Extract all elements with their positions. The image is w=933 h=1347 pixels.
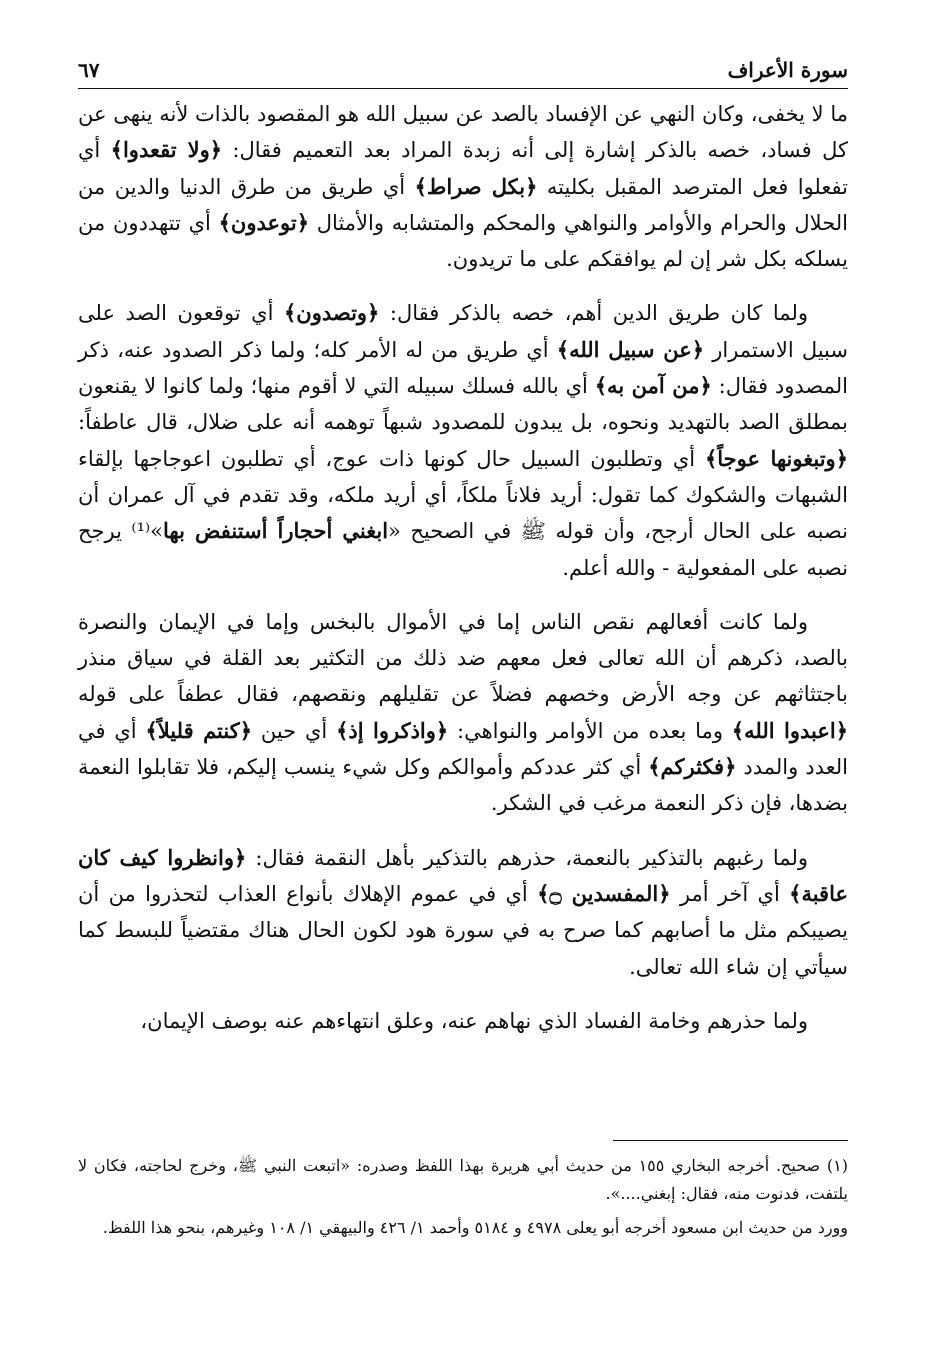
quran-quote: ﴿كنتم قليلاً﴾ bbox=[145, 717, 253, 743]
paragraph bbox=[78, 840, 848, 985]
quran-quote: ﴿وتصدون﴾ bbox=[283, 300, 380, 326]
quran-quote: ﴿عن سبيل الله﴾ bbox=[556, 336, 705, 362]
text-segment: »⁽¹⁾ يرجح نصبه على المفعولية - والله أعلم. bbox=[78, 519, 848, 580]
quran-quote: ابغني أحجاراً أستنفض بها bbox=[163, 518, 389, 544]
text-segment: أي تتهددون من يسلكه بكل شر إن لم يوافقكم على ما تريدون. bbox=[78, 210, 848, 272]
text-segment: أي آخر أمر bbox=[670, 881, 790, 906]
page-number: ٦٧ bbox=[78, 58, 100, 82]
page-header bbox=[78, 58, 848, 86]
text-segment: أي تفعلوا فعل المترصد المقبل بكليته bbox=[78, 138, 848, 199]
text-segment: ولما كانت أفعالهم نقص الناس إما في الأموال بالبخس وإما في الإيمان والنصرة بالصد، ذكرهم أن الله تعالى فعل معهم ضد ذلك من التكثير بعد القلة في سياق منذر باجتثاثهم عن وجه الأرض وخصهم فضلاً عن تقليلهم ونقصهم، فقال عطفاً على قوله bbox=[78, 609, 848, 707]
quran-quote: ﴿فكثركم﴾ bbox=[648, 754, 737, 780]
text-segment: أي توقعون الصد على سبيل الاستمرار bbox=[78, 301, 848, 362]
quran-quote: ﴿المفسدين ۝﴾ bbox=[537, 880, 671, 906]
text-segment: أي حين bbox=[252, 718, 337, 743]
text-segment: وما بعده من الأوامر والنواهي: bbox=[448, 718, 732, 743]
text-segment: أي في عموم الإهلاك بأنواع العذاب لتحذروا من أن يصيبكم مثل ما أصابهم كما صرح به في سورة هود لكون الحال هناك مقتضياً للبسط كما سيأتي إن شاء الله تعالى. bbox=[78, 881, 848, 979]
footnote-1: (١) صحيح. أخرجه البخاري ١٥٥ من حديث أبي هريرة بهذا اللفظ وصدره: «اتبعت النبي ﷺ، وخرج لحاجته، فكان لا يلتفت، فدنوت منه، فقال: إبغني....». bbox=[78, 1156, 848, 1203]
footnote-1-continued: وورد من حديث ابن مسعود أخرجه أبو يعلى ٤٩٧٨ و ٥١٨٤ وأحمد ١/ ٤٢٦ والبيهقي ١/ ١٠٨ وغيرهم، بنحو هذا اللفظ. bbox=[102, 1218, 848, 1237]
quran-quote: ﴿واذكروا إذ﴾ bbox=[336, 717, 449, 743]
quran-quote: ﴿وانظروا كيف كان عاقبة﴾ bbox=[78, 844, 849, 906]
paragraph bbox=[78, 604, 848, 822]
text-segment: أي كثر عددكم وأموالكم وكل شيء ينسب إليكم، فلا تقابلوا النعمة بضدها، فإن ذكر النعمة مرغب في الشكر. bbox=[78, 755, 848, 816]
paragraph bbox=[78, 1003, 848, 1039]
footnotes bbox=[78, 1152, 848, 1248]
text-segment: أي في العدد والمدد bbox=[78, 718, 848, 780]
header-divider bbox=[78, 88, 848, 89]
text-segment: أي وتطلبون السبيل حال كونها ذات عوج، أي تطلبون اعوجاجها بإلقاء الشبهات والشكوك كما تقول: أريد فلاناً ملكاً، أي أريد ملكه، وقد تقدم في آل عمران أن نصبه على الحال أرجح، وأن قوله ﷺ في الصحيح « bbox=[78, 446, 848, 544]
quran-quote: ﴿توعدون﴾ bbox=[218, 209, 310, 235]
text-segment: أي طريق من طرق الدنيا والدين من الحلال والحرام والأوامر والنواهي والمحكم والمتشابه والأمثال bbox=[78, 174, 848, 235]
paragraph bbox=[78, 96, 848, 277]
paragraph bbox=[78, 295, 848, 585]
text-segment: ولما رغبهم بالتذكير بالنعمة، حذرهم بالتذكير بأهل النقمة فقال: bbox=[246, 845, 808, 870]
quran-quote: ﴿بكل صراط﴾ bbox=[414, 173, 538, 199]
quran-quote: ﴿اعبدوا الله﴾ bbox=[731, 717, 849, 743]
text-segment: أي طريق من له الأمر كله؛ ولما ذكر الصدود عنه، ذكر المصدود فقال: bbox=[78, 337, 849, 399]
text-segment: ما لا يخفى، وكان النهي عن الإفساد بالصد عن سبيل الله هو المقصود بالذات لأنه ينهى عن كل فساد، خصه بالذكر إشارة إلى أنه زبدة المراد بعد التعميم فقال: bbox=[78, 102, 848, 163]
quran-quote: ﴿ولا تقعدوا﴾ bbox=[110, 137, 223, 163]
footnote-divider bbox=[613, 1140, 848, 1141]
quran-quote: ﴿وتبغونها عوجاً﴾ bbox=[704, 445, 849, 471]
text-segment: ولما حذرهم وخامة الفساد الذي نهاهم عنه، وعلق انتهاءهم عنه بوصف الإيمان، bbox=[140, 1008, 808, 1033]
text-segment: ولما كان طريق الدين أهم، خصه بالذكر فقال: bbox=[379, 301, 808, 326]
main-text bbox=[78, 96, 848, 1057]
text-segment: أي بالله فسلك سبيله التي لا أقوم منها؛ ولما كانوا لا يقنعون بمطلق الصد بالتهديد ونحوه، بل يبدون للمصدود شبهاً توهمه أنه على ضلال، قال عاطفاً: bbox=[78, 374, 848, 435]
quran-quote: ﴿من آمن به﴾ bbox=[594, 373, 712, 399]
surah-title: سورة الأعراف bbox=[727, 58, 848, 82]
